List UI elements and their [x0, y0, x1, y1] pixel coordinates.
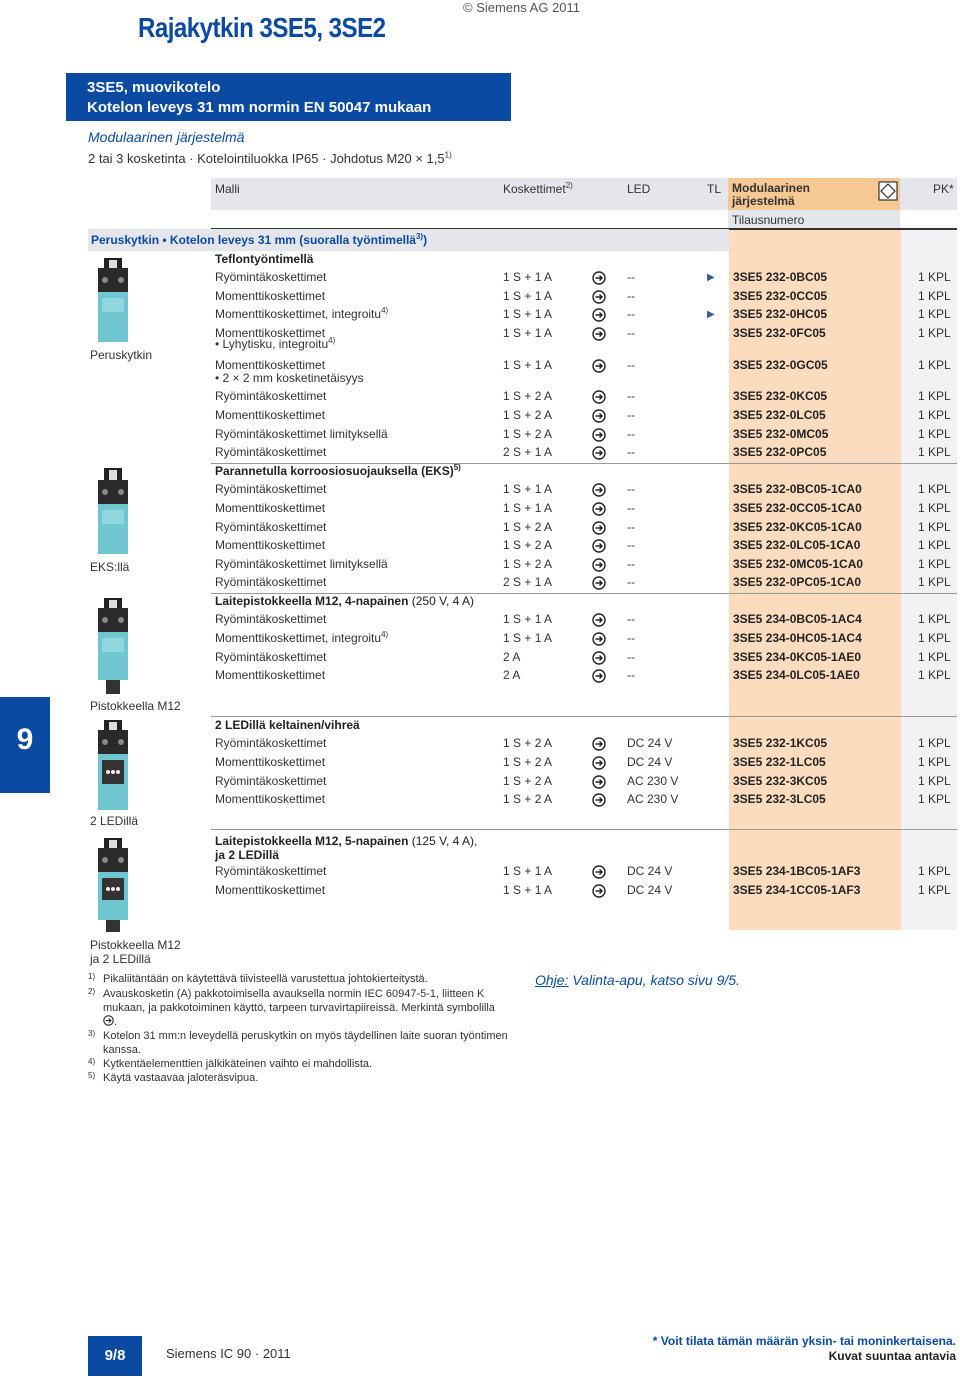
row-pk: 1 KPL: [918, 501, 951, 515]
row-model: Momenttikoskettimet, integroitu$^{4)}$: [215, 306, 389, 321]
row-led: --: [627, 501, 635, 515]
row-model: Momenttikoskettimet: [215, 326, 326, 340]
row-led: AC 230 V: [627, 792, 679, 806]
table-row: [0, 445, 960, 464]
note-short-stroke: [215, 337, 335, 351]
group-eks: [215, 464, 461, 478]
row-model: Ryömintäkoskettimet: [215, 270, 327, 284]
row-order-number[interactable]: 3SE5 232-0GC05: [733, 358, 828, 372]
product-heading-box: [66, 73, 511, 121]
specs-line: [88, 151, 452, 166]
row-pk: 1 KPL: [918, 883, 951, 897]
row-pk: 1 KPL: [918, 307, 951, 321]
row-model: Momenttikoskettimet: [215, 501, 326, 515]
row-pk: 1 KPL: [918, 631, 951, 645]
row-model: Momenttikoskettimet: [215, 408, 326, 422]
note-contact-distance: • 2 × 2 mm kosketinetäisyys: [215, 371, 364, 385]
footnote-1: 1) Pikaliitäntään on käytettävä tiivisteellä varustettua johtokierteitystä.: [88, 972, 428, 985]
table-row: [0, 864, 960, 883]
positive-opening-icon: [592, 271, 606, 285]
positive-opening-icon: [592, 613, 606, 627]
group-m12-5pin-rating: (125 V, 4 A),: [411, 834, 478, 848]
table-row: [0, 631, 960, 650]
row-led: --: [627, 668, 635, 682]
row-order-number[interactable]: 3SE5 232-0CC05-1CA0: [733, 501, 862, 515]
positive-opening-icon: [592, 775, 606, 789]
row-pk: 1 KPL: [918, 427, 951, 441]
row-contacts: 1 S + 2 A: [503, 792, 553, 806]
col-contacts-footnote: 2): [565, 181, 573, 190]
positive-opening-icon: [592, 409, 606, 423]
row-led: --: [627, 408, 635, 422]
row-order-number[interactable]: 3SE5 232-0KC05: [733, 389, 828, 403]
switch-eks-image: [90, 468, 136, 556]
label-2-leds: 2 LEDillä: [90, 814, 139, 828]
row-contacts: 1 S + 2 A: [503, 520, 553, 534]
col-modular: Modulaarinen järjestelmä: [732, 181, 811, 208]
label-basic-switch: Peruskytkin: [90, 348, 153, 362]
row-order-number[interactable]: 3SE5 232-1LC05: [733, 755, 826, 769]
group-m12-5pin-line2: ja 2 LEDillä: [215, 848, 280, 862]
row-pk: 1 KPL: [918, 668, 951, 682]
row-contacts: 1 S + 1 A: [503, 307, 553, 321]
positive-opening-icon: [592, 737, 606, 751]
table-row: [0, 326, 960, 345]
row-pk: 1 KPL: [918, 520, 951, 534]
positive-opening-icon: [592, 793, 606, 807]
row-contacts: 1 S + 1 A: [503, 358, 553, 372]
row-order-number[interactable]: 3SE5 234-1CC05-1AF3: [733, 883, 861, 897]
modular-system-title: Modulaarinen järjestelmä: [88, 129, 245, 145]
row-contacts: 1 S + 1 A: [503, 883, 553, 897]
row-led: --: [627, 307, 635, 321]
col-tl: TL: [707, 182, 722, 196]
footnotes: [88, 972, 508, 1085]
row-model: Ryömintäkoskettimet: [215, 445, 327, 459]
positive-opening-icon: [592, 865, 606, 879]
row-led: --: [627, 650, 635, 664]
row-pk: 1 KPL: [918, 755, 951, 769]
row-model: Momenttikoskettimet: [215, 883, 326, 897]
page-number: 9/8: [88, 1336, 142, 1376]
group-m12-4pin-text: Laitepistokkeella M12, 4-napainen: [215, 594, 409, 608]
switch-2led-image: [90, 720, 136, 812]
table-row: [0, 883, 960, 902]
row-contacts: 1 S + 1 A: [503, 326, 553, 340]
row-model: Momenttikoskettimet, integroitu$^{4)}$: [215, 630, 389, 645]
row-order-number[interactable]: 3SE5 232-0PC05: [733, 445, 827, 459]
positive-opening-icon: [592, 446, 606, 460]
row-contacts: 2 A: [503, 668, 521, 682]
label-m12-2led-line1: Pistokkeella M12: [90, 938, 181, 952]
row-model: Ryömintäkoskettimet: [215, 736, 327, 750]
row-model: Ryömintäkoskettimet: [215, 650, 327, 664]
row-led: --: [627, 557, 635, 571]
row-contacts: 1 S + 1 A: [503, 289, 553, 303]
row-pk: 1 KPL: [918, 650, 951, 664]
selection-help-link-text: Valinta-apu, katso sivu 9/5.: [568, 972, 740, 988]
catalog-name: Siemens IC 90 · 2011: [166, 1346, 291, 1361]
section-footnote: 3): [415, 232, 424, 241]
table-row: [0, 557, 960, 576]
row-model: Momenttikoskettimet: [215, 792, 326, 806]
table-row: [0, 408, 960, 427]
row-contacts: 1 S + 2 A: [503, 389, 553, 403]
table-row: [0, 575, 960, 594]
group-m12-5pin-text: Laitepistokkeella M12, 5-napainen: [215, 834, 409, 848]
positive-opening-icon: [592, 521, 606, 535]
row-order-number[interactable]: 3SE5 232-0LC05-1CA0: [733, 538, 861, 552]
positive-opening-icon: [592, 428, 606, 442]
row-led: DC 24 V: [627, 736, 673, 750]
group-2-leds: 2 LEDillä keltainen/vihreä: [215, 718, 360, 732]
group-m12-4pin-rating: (250 V, 4 A): [411, 594, 475, 608]
row-order-number[interactable]: 3SE5 232-0KC05-1CA0: [733, 520, 862, 534]
table-row: [0, 520, 960, 539]
row-pk: 1 KPL: [918, 482, 951, 496]
group-eks-text: Parannetulla korroosiosuojauksella (EKS): [215, 464, 454, 478]
switch-m12-image: [90, 598, 136, 696]
row-pk: 1 KPL: [918, 736, 951, 750]
row-pk: 1 KPL: [918, 575, 951, 589]
table-row: [0, 612, 960, 631]
chapter-tab: 9: [0, 697, 50, 793]
row-contacts: 2 S + 1 A: [503, 575, 553, 589]
row-model: Ryömintäkoskettimet: [215, 389, 327, 403]
row-led: --: [627, 538, 635, 552]
row-contacts: 1 S + 2 A: [503, 736, 553, 750]
table-row: [0, 650, 960, 669]
label-m12-2led: [90, 938, 181, 966]
positive-opening-icon: [592, 483, 606, 497]
section-title: [88, 229, 729, 251]
row-order-number[interactable]: 3SE5 234-0KC05-1AE0: [733, 650, 862, 664]
images-indicative-note: Kuvat suuntaa antavia: [828, 1349, 956, 1363]
row-model: Momenttikoskettimet: [215, 289, 326, 303]
table-header: [211, 178, 957, 230]
positive-opening-icon: [592, 632, 606, 646]
group-m12-5pin: [215, 834, 477, 848]
col-model: Malli: [215, 182, 240, 196]
table-row: [0, 774, 960, 793]
row-model: Ryömintäkoskettimet: [215, 482, 327, 496]
row-led: DC 24 V: [627, 864, 673, 878]
row-order-number[interactable]: 3SE5 234-0LC05-1AE0: [733, 668, 860, 682]
table-row: [0, 538, 960, 557]
switch-basic-image: [90, 258, 136, 344]
row-model: Momenttikoskettimet: [215, 538, 326, 552]
col-led: LED: [627, 182, 651, 196]
row-order-number[interactable]: 3SE5 232-0BC05: [733, 270, 828, 284]
row-model: Ryömintäkoskettimet: [215, 864, 327, 878]
row-order-number[interactable]: 3SE5 232-0FC05: [733, 326, 826, 340]
row-led: --: [627, 575, 635, 589]
group-teflon: Teflontyöntimellä: [215, 252, 314, 266]
col-pk: PK*: [933, 182, 954, 196]
row-order-number[interactable]: 3SE5 234-0HC05-1AC4: [733, 631, 862, 645]
row-led: DC 24 V: [627, 755, 673, 769]
row-pk: 1 KPL: [918, 864, 951, 878]
row-order-number[interactable]: 3SE5 232-0MC05: [733, 427, 829, 441]
table-row: [0, 755, 960, 774]
row-pk: 1 KPL: [918, 389, 951, 403]
selection-help-link[interactable]: [535, 972, 740, 988]
row-pk: 1 KPL: [918, 326, 951, 340]
positive-opening-icon: [592, 390, 606, 404]
row-model: Ryömintäkoskettimet: [215, 612, 327, 626]
row-order-number[interactable]: 3SE5 232-0BC05-1CA0: [733, 482, 862, 496]
row-contacts: 1 S + 2 A: [503, 538, 553, 552]
table-row: [0, 501, 960, 520]
row-pk: 1 KPL: [918, 270, 951, 284]
note-short-stroke-footnote: 4): [328, 336, 336, 345]
copyright: © Siemens AG 2011: [463, 0, 581, 15]
positive-opening-icon: [592, 359, 606, 373]
row-pk: 1 KPL: [918, 792, 951, 806]
row-pk: 1 KPL: [918, 289, 951, 303]
row-model: Ryömintäkoskettimet limityksellä: [215, 427, 388, 441]
row-pk: 1 KPL: [918, 358, 951, 372]
row-pk: 1 KPL: [918, 408, 951, 422]
order-quantity-note: * Voit tilata tämän määrän yksin- tai moninkertaisena.: [652, 1334, 956, 1348]
row-contacts: 2 S + 1 A: [503, 445, 553, 459]
row-led: --: [627, 612, 635, 626]
positive-opening-icon: [592, 669, 606, 683]
row-pk: 1 KPL: [918, 445, 951, 459]
positive-opening-icon: [592, 576, 606, 590]
group-eks-footnote: 5): [453, 463, 461, 472]
row-contacts: 1 S + 2 A: [503, 557, 553, 571]
preferred-type-arrow-icon: ▶: [707, 309, 715, 320]
row-order-number[interactable]: 3SE5 232-0LC05: [733, 408, 826, 422]
row-led: --: [627, 482, 635, 496]
positive-opening-icon: [592, 558, 606, 572]
row-led: DC 24 V: [627, 883, 673, 897]
row-model: Momenttikoskettimet: [215, 358, 326, 372]
table-row: [0, 668, 960, 687]
positive-opening-icon: [103, 1015, 114, 1026]
row-led: --: [627, 631, 635, 645]
row-order-number[interactable]: 3SE5 232-0PC05-1CA0: [733, 575, 862, 589]
selection-help-link-label[interactable]: Ohje:: [535, 972, 569, 988]
switch-m12-2led-image: [90, 838, 136, 934]
table-row: [0, 792, 960, 811]
row-order-number[interactable]: 3SE5 232-0HC05: [733, 307, 828, 321]
product-heading-line1: 3SE5, muovikotelo: [87, 79, 221, 96]
row-model: Ryömintäkoskettimet: [215, 774, 327, 788]
row-led: AC 230 V: [627, 774, 679, 788]
label-m12: Pistokkeella M12: [90, 699, 181, 713]
row-model: Momenttikoskettimet: [215, 755, 326, 769]
page-title: Rajakytkin 3SE5, 3SE2: [138, 12, 386, 43]
positive-opening-icon: [592, 502, 606, 516]
row-contacts: 1 S + 2 A: [503, 774, 553, 788]
positive-opening-icon: [592, 308, 606, 322]
positive-opening-icon: [592, 756, 606, 770]
product-heading-line2: Kotelon leveys 31 mm normin EN 50047 mukaan: [87, 99, 432, 116]
row-contacts: 1 S + 1 A: [503, 631, 553, 645]
row-pk: 1 KPL: [918, 557, 951, 571]
col-order-number: Tilausnumero: [732, 213, 805, 227]
preferred-type-arrow-icon: ▶: [707, 272, 715, 283]
table-row: [0, 482, 960, 501]
positive-opening-icon: [592, 651, 606, 665]
row-model: Ryömintäkoskettimet: [215, 520, 327, 534]
row-led: --: [627, 389, 635, 403]
positive-opening-icon: [592, 884, 606, 898]
row-pk: 1 KPL: [918, 538, 951, 552]
modular-system-icon: [878, 181, 898, 204]
row-led: --: [627, 427, 635, 441]
row-contacts: 1 S + 1 A: [503, 864, 553, 878]
row-led: --: [627, 445, 635, 459]
row-order-number[interactable]: 3SE5 234-1BC05-1AF3: [733, 864, 861, 878]
footnote-4: 4) Kytkentäelementtien jälkikäteinen vaihto ei mahdollista.: [88, 1057, 373, 1070]
table-row: [0, 427, 960, 446]
row-contacts: 1 S + 1 A: [503, 270, 553, 284]
row-order-number[interactable]: 3SE5 232-0MC05-1CA0: [733, 557, 864, 571]
row-led: --: [627, 289, 635, 303]
note-short-stroke-text: • Lyhytisku, integroitu: [215, 337, 329, 351]
row-contacts: 1 S + 1 A: [503, 612, 553, 626]
row-contacts: 1 S + 1 A: [503, 482, 553, 496]
positive-opening-icon: [592, 539, 606, 553]
row-led: --: [627, 358, 635, 372]
footnote-3: 3) Kotelon 31 mm:n leveydellä peruskytkin on myös täydellinen laite suoran työntimen kanssa.: [88, 1029, 508, 1056]
row-contacts: 2 A: [503, 650, 521, 664]
specs-footnote: 1): [444, 150, 452, 160]
row-order-number[interactable]: 3SE5 232-1KC05: [733, 736, 828, 750]
positive-opening-icon: [592, 327, 606, 341]
row-pk: 1 KPL: [918, 612, 951, 626]
row-led: --: [627, 520, 635, 534]
row-contacts: 1 S + 2 A: [503, 755, 553, 769]
row-pk: 1 KPL: [918, 774, 951, 788]
group-m12-4pin: [215, 594, 474, 608]
row-contacts: 1 S + 2 A: [503, 427, 553, 441]
label-eks: EKS:llä: [90, 560, 130, 574]
table-row: [0, 307, 960, 326]
row-order-number[interactable]: 3SE5 232-3KC05: [733, 774, 828, 788]
table-row: [0, 270, 960, 289]
row-order-number[interactable]: 3SE5 232-0CC05: [733, 289, 828, 303]
section-title-text: Peruskytkin • Kotelon leveys 31 mm (suoralla työntimellä: [91, 233, 416, 247]
footnote-2: 2) Avauskosketin (A) pakkotoimisella avauksella normin IEC 60947-5-1, liitteen K mukaan, ja pakkotoiminen käyttö, tarpeen turvavirtapiireissä. Merkintä symbolilla .: [88, 987, 495, 1028]
col-contacts: [503, 182, 573, 196]
section-title-tail: ): [423, 233, 428, 247]
table-row: [0, 389, 960, 408]
row-model: Momenttikoskettimet: [215, 668, 326, 682]
table-row: [0, 289, 960, 308]
label-m12-2led-line2: ja 2 LEDillä: [90, 952, 151, 966]
row-model: Ryömintäkoskettimet: [215, 575, 327, 589]
row-order-number[interactable]: 3SE5 232-3LC05: [733, 792, 826, 806]
row-model: Ryömintäkoskettimet limityksellä: [215, 557, 388, 571]
table-row: [0, 736, 960, 755]
positive-opening-icon: [592, 290, 606, 304]
row-order-number[interactable]: 3SE5 234-0BC05-1AC4: [733, 612, 862, 626]
specs-text: 2 tai 3 kosketinta · Kotelointiluokka IP65 · Johdotus M20 × 1,5: [88, 151, 445, 166]
col-contacts-label: Koskettimet: [503, 182, 566, 196]
row-contacts: 1 S + 1 A: [503, 501, 553, 515]
row-contacts: 1 S + 2 A: [503, 408, 553, 422]
footnote-5: 5) Käytä vastaavaa jaloteräsvipua.: [88, 1071, 259, 1084]
row-led: --: [627, 326, 635, 340]
row-led: --: [627, 270, 635, 284]
